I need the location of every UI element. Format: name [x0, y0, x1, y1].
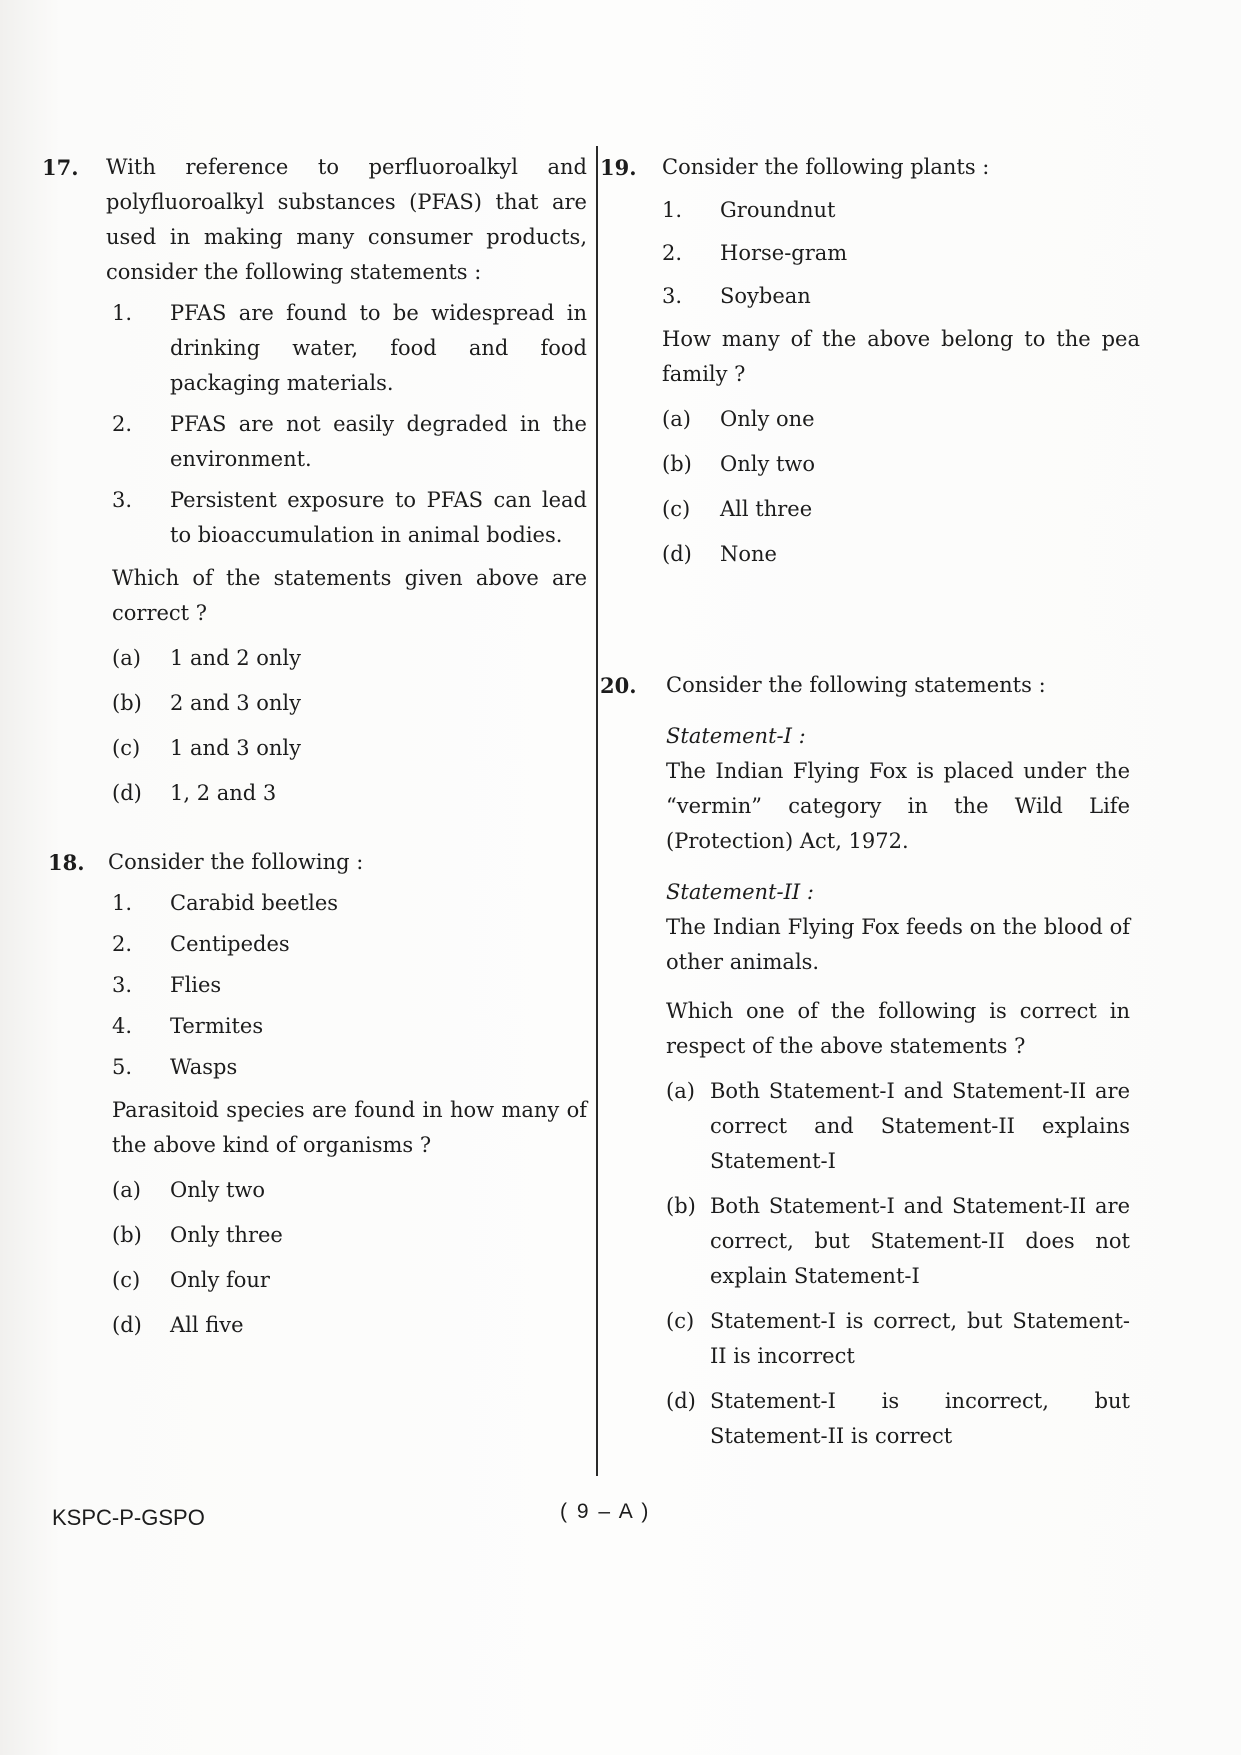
option-b: (b) Only three [112, 1223, 283, 1247]
option-c: (c) 1 and 3 only [112, 736, 301, 760]
question-prompt: Parasitoid species are found in how many of the above kind of organisms ? [112, 1098, 587, 1157]
booklet-code: KSPC-P-GSPO [52, 1505, 205, 1530]
question-prompt: Which of the statements given above are correct ? [112, 566, 587, 625]
statement-item: 2. PFAS are not easily degraded in the environment. [112, 412, 587, 471]
statement-item: 2. Horse-gram [662, 241, 848, 265]
statement-2-label: Statement-II : [666, 880, 814, 904]
option-b: (b) Both Statement-I and Statement-II are correct, but Statement-II does not explain Statement-I [666, 1194, 1130, 1288]
question-number: 20. [600, 673, 637, 698]
statement-item: 3. Soybean [662, 284, 811, 308]
statement-item: 5. Wasps [112, 1055, 238, 1079]
statement-2-text: The Indian Flying Fox feeds on the blood of other animals. [666, 915, 1130, 974]
option-d: (d) All five [112, 1313, 244, 1337]
question-19 [600, 150, 1140, 572]
statement-item: 4. Termites [112, 1014, 264, 1038]
option-a: (a) Only two [112, 1178, 266, 1202]
question-stem: With reference to perfluoroalkyl and polyfluoroalkyl substances (PFAS) that are used in making many consumer products, consider the following statements : [106, 155, 587, 284]
option-a: (a) 1 and 2 only [112, 646, 301, 670]
statement-item: 1. Carabid beetles [112, 891, 339, 915]
option-a: (a) Both Statement-I and Statement-II are correct and Statement-II explains Statement-I [666, 1079, 1130, 1173]
statement-item: 3. Persistent exposure to PFAS can lead to bioaccumulation in animal bodies. [112, 488, 587, 547]
question-stem: Consider the following plants : [662, 155, 990, 179]
question-number: 17. [42, 155, 79, 180]
statement-1-label: Statement-I : [666, 724, 806, 748]
column-divider [596, 146, 598, 1476]
question-20 [600, 668, 1140, 1454]
option-d: (d) 1, 2 and 3 [112, 781, 277, 805]
option-c: (c) Only four [112, 1268, 270, 1292]
question-17 [42, 150, 587, 811]
question-stem: Consider the following statements : [666, 673, 1046, 697]
option-b: (b) Only two [662, 452, 816, 476]
question-18 [42, 845, 587, 1343]
option-c: (c) Statement-I is correct, but Statement-II is incorrect [666, 1309, 1130, 1368]
option-d: (d) None [662, 542, 777, 566]
statement-item: 3. Flies [112, 973, 222, 997]
statement-item: 2. Centipedes [112, 932, 290, 956]
question-stem: Consider the following : [108, 850, 364, 874]
option-c: (c) All three [662, 497, 813, 521]
statement-item: 1. Groundnut [662, 198, 836, 222]
option-a: (a) Only one [662, 407, 815, 431]
question-number: 19. [600, 155, 637, 180]
question-prompt: Which one of the following is correct in respect of the above statements ? [666, 999, 1130, 1058]
option-d: (d) Statement-I is incorrect, but Statement-II is correct [666, 1389, 1130, 1448]
statement-item: 1. PFAS are found to be widespread in drinking water, food and food packaging materials. [112, 301, 587, 395]
page-number: ( 9 – A ) [560, 1500, 651, 1523]
statement-1-text: The Indian Flying Fox is placed under the “vermin” category in the Wild Life (Protection) Act, 1972. [666, 759, 1130, 853]
option-b: (b) 2 and 3 only [112, 691, 301, 715]
question-number: 18. [48, 850, 85, 875]
question-prompt: How many of the above belong to the pea family ? [662, 327, 1140, 386]
